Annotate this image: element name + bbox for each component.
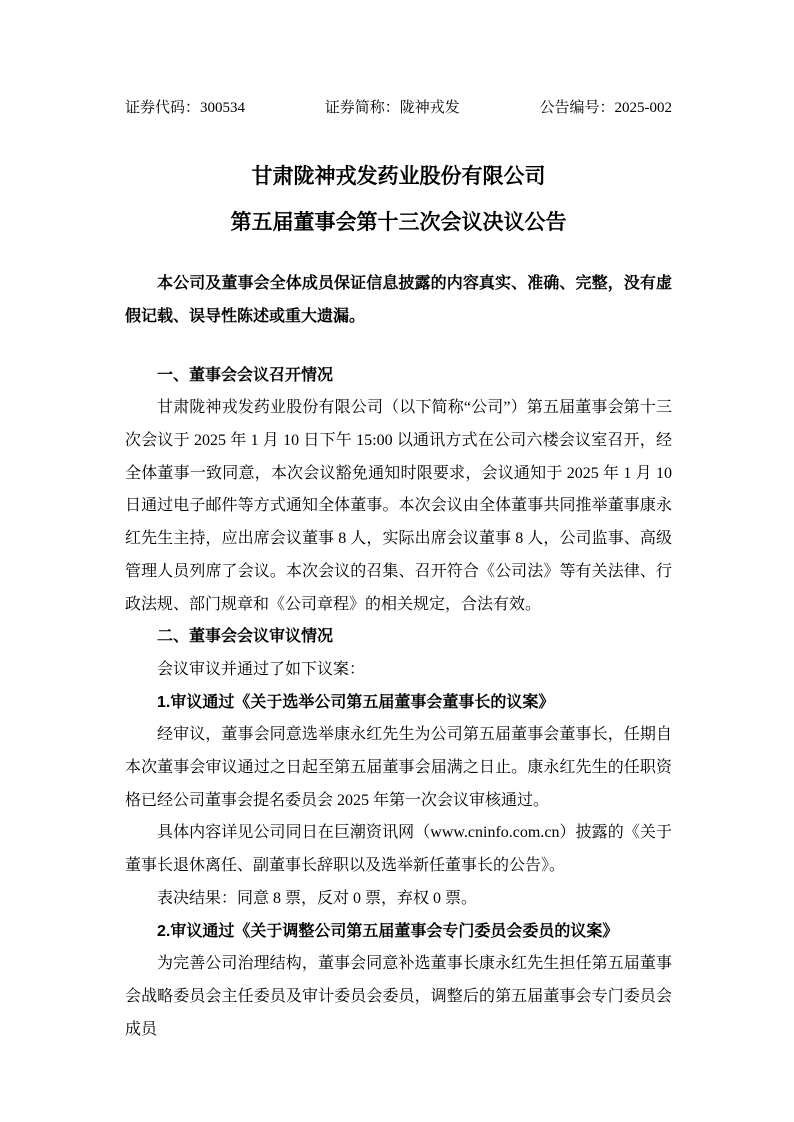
announcement-title: 第五届董事会第十三次会议决议公告 xyxy=(230,210,567,234)
document-header xyxy=(125,97,672,119)
item-heading-proposal-2: 2.审议通过《关于调整公司第五届董事会专门委员会委员的议案》 xyxy=(157,922,619,940)
paragraph-proposal-1-reference: 具体内容详见公司同日在巨潮资讯网（www.cninfo.com.cn）披露的《关于董事长退休离任、副董事长辞职以及选举新任董事长的公告》。 xyxy=(125,824,672,875)
paragraph-proposal-2-detail: 为完善公司治理结构，董事会同意补选董事长康永红先生担任第五届董事会战略委员会主任委员及审计委员会委员，调整后的第五届董事会专门委员会成员 xyxy=(125,955,672,1038)
document-body xyxy=(125,360,672,1047)
company-name: 甘肃陇神戎发药业股份有限公司 xyxy=(251,164,546,188)
disclaimer-statement: 本公司及董事会全体成员保证信息披露的内容真实、准确、完整，没有虚假记载、误导性陈述或重大遗漏。 xyxy=(125,275,672,325)
paragraph-proposal-1-vote-result: 表决结果：同意 8 票，反对 0 票，弃权 0 票。 xyxy=(157,889,478,907)
announcement-number: 公告编号：2025-002 xyxy=(539,100,672,116)
stock-code: 证券代码：300534 xyxy=(125,100,246,116)
paragraph-proposal-1-detail: 经审议，董事会同意选举康永红先生为公司第五届董事会董事长，任期自本次董事会审议通过之日起至第五届董事会届满之日止。康永红先生的任职资格已经公司董事会提名委员会 2025 年第一次会议审核通过。 xyxy=(125,726,672,809)
stock-short-name: 证券简称：陇神戎发 xyxy=(324,100,460,116)
section-heading-1: 一、董事会会议召开情况 xyxy=(157,366,334,384)
section-heading-2: 二、董事会会议审议情况 xyxy=(157,628,334,646)
document-title xyxy=(125,153,672,245)
paragraph-review-intro: 会议审议并通过了如下议案： xyxy=(157,660,366,678)
paragraph-meeting-convening: 甘肃陇神戎发药业股份有限公司（以下简称“公司”）第五届董事会第十三次会议于 2025 年 1 月 10 日下午 15:00 以通讯方式在公司六楼会议室召开，经全体董事一致同意，本次会议豁免通知时限要求，会议通知于 2025 年 1 月 10 日通过电子邮件等方式通知全体董事。本次会议由全体董事共同推举董事康永红先生主持，应出席会议董事 8 人，实际出席会议董事 8 人，公司监事、高级管理人员列席了会议。本次会议的召集、召开符合《公司法》等有关法律、行政法规、部门规章和《公司章程》的相关规定，合法有效。 xyxy=(125,399,672,613)
item-heading-proposal-1: 1.审议通过《关于选举公司第五届董事会董事长的议案》 xyxy=(157,693,555,711)
